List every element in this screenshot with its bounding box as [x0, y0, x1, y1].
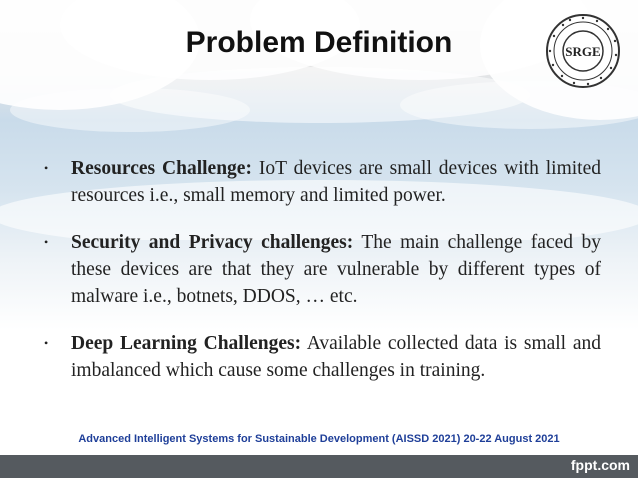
bullet-text: The main challenge faced by these devices are that they are vulnerable by different types of malware i.e., botnets, DDOS, … etc. [71, 232, 601, 307]
bullet-dot-icon: • [44, 161, 49, 175]
bullet-text: Available collected data is small and imbalanced which cause some challenges in training. [71, 333, 601, 381]
bottom-bar [0, 455, 638, 478]
brand-label: fppt.com [570, 457, 630, 473]
slide-title: Problem Definition [185, 26, 453, 59]
bullet-text: IoT devices are small devices with limited resources i.e., small memory and limited power. [71, 158, 601, 206]
srge-seal-icon [545, 13, 621, 89]
bullet-deep-learning [44, 330, 601, 384]
bullet-resources [44, 155, 601, 209]
bullet-list [44, 155, 601, 404]
bullet-dot-icon: • [44, 235, 49, 249]
bullet-dot-icon: • [44, 336, 49, 350]
bullet-heading: Deep Learning Challenges: [71, 333, 302, 354]
conference-footer: Advanced Intelligent Systems for Sustainable Development (AISSD 2021) 20-22 August 2021 [78, 433, 560, 445]
bullet-heading: Security and Privacy challenges: [71, 232, 354, 253]
bullet-heading: Resources Challenge: [71, 158, 252, 179]
logo-text: SRGE [565, 44, 601, 59]
bullet-security [44, 229, 601, 310]
